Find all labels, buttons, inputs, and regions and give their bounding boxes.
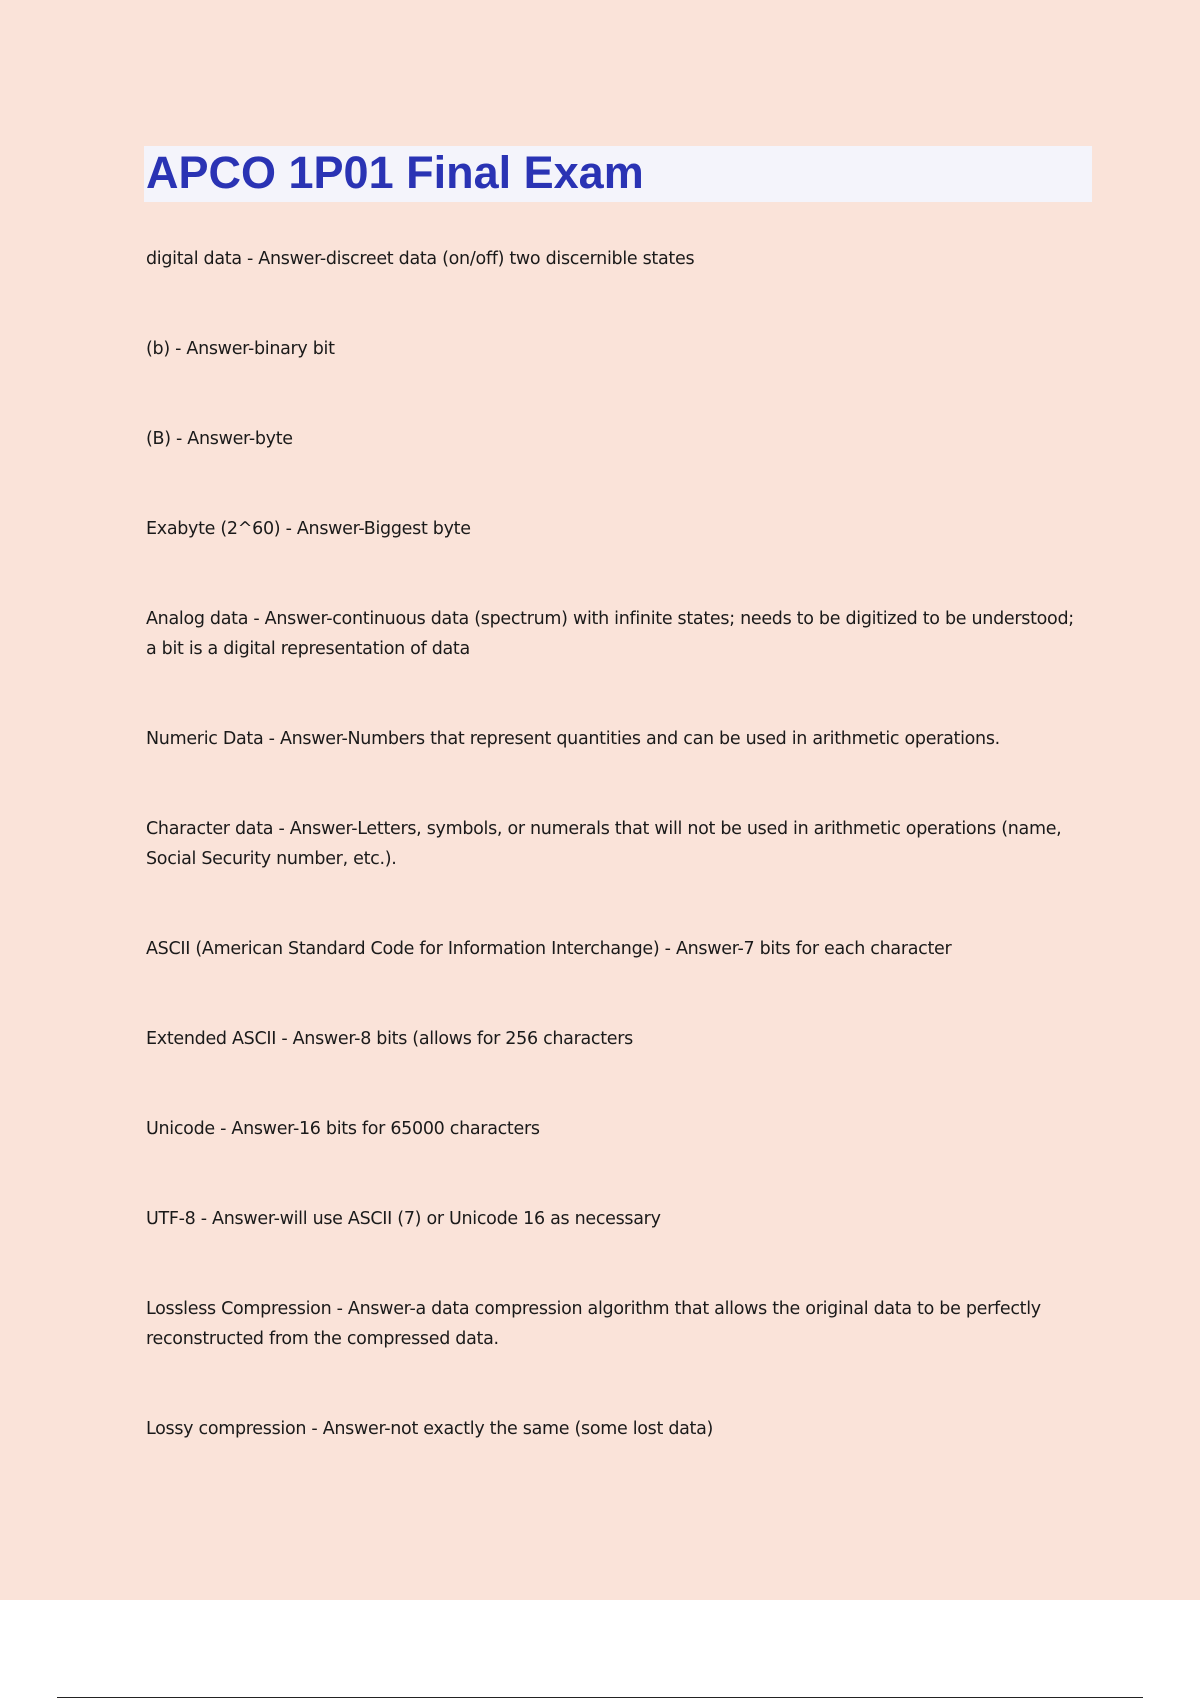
document-title: APCO 1P01 Final Exam <box>146 147 644 198</box>
flashcard-entry-numeric-data: Numeric Data - Answer-Numbers that represent quantities and can be used in arithmetic operations. <box>146 729 1000 749</box>
flashcard-entry-byte: (B) - Answer-byte <box>146 429 293 449</box>
flashcard-list <box>146 244 1086 1504</box>
flashcard-entry-utf8: UTF-8 - Answer-will use ASCII (7) or Unicode 16 as necessary <box>146 1209 661 1229</box>
flashcard-entry-binary-bit: (b) - Answer-binary bit <box>146 339 335 359</box>
flashcard-entry-exabyte: Exabyte (2^60) - Answer-Biggest byte <box>146 519 471 539</box>
footer-divider <box>57 1697 1143 1698</box>
flashcard-entry-ascii: ASCII (American Standard Code for Information Interchange) - Answer-7 bits for each character <box>146 939 952 959</box>
flashcard-entry-analog-data: Analog data - Answer-continuous data (spectrum) with infinite states; needs to be digitized to be understood; a bit is a digital representation of data <box>146 609 1074 659</box>
flashcard-entry-unicode: Unicode - Answer-16 bits for 65000 characters <box>146 1119 540 1139</box>
flashcard-entry-lossy-compression: Lossy compression - Answer-not exactly the same (some lost data) <box>146 1419 714 1439</box>
flashcard-entry-extended-ascii: Extended ASCII - Answer-8 bits (allows for 256 characters <box>146 1029 633 1049</box>
flashcard-entry-lossless-compression: Lossless Compression - Answer-a data compression algorithm that allows the original data to be perfectly reconstructed from the compressed data. <box>146 1299 1041 1349</box>
flashcard-entry-character-data: Character data - Answer-Letters, symbols, or numerals that will not be used in arithmetic operations (name, Social Security number, etc.). <box>146 819 1062 869</box>
flashcard-entry-digital-data: digital data - Answer-discreet data (on/off) two discernible states <box>146 249 695 269</box>
